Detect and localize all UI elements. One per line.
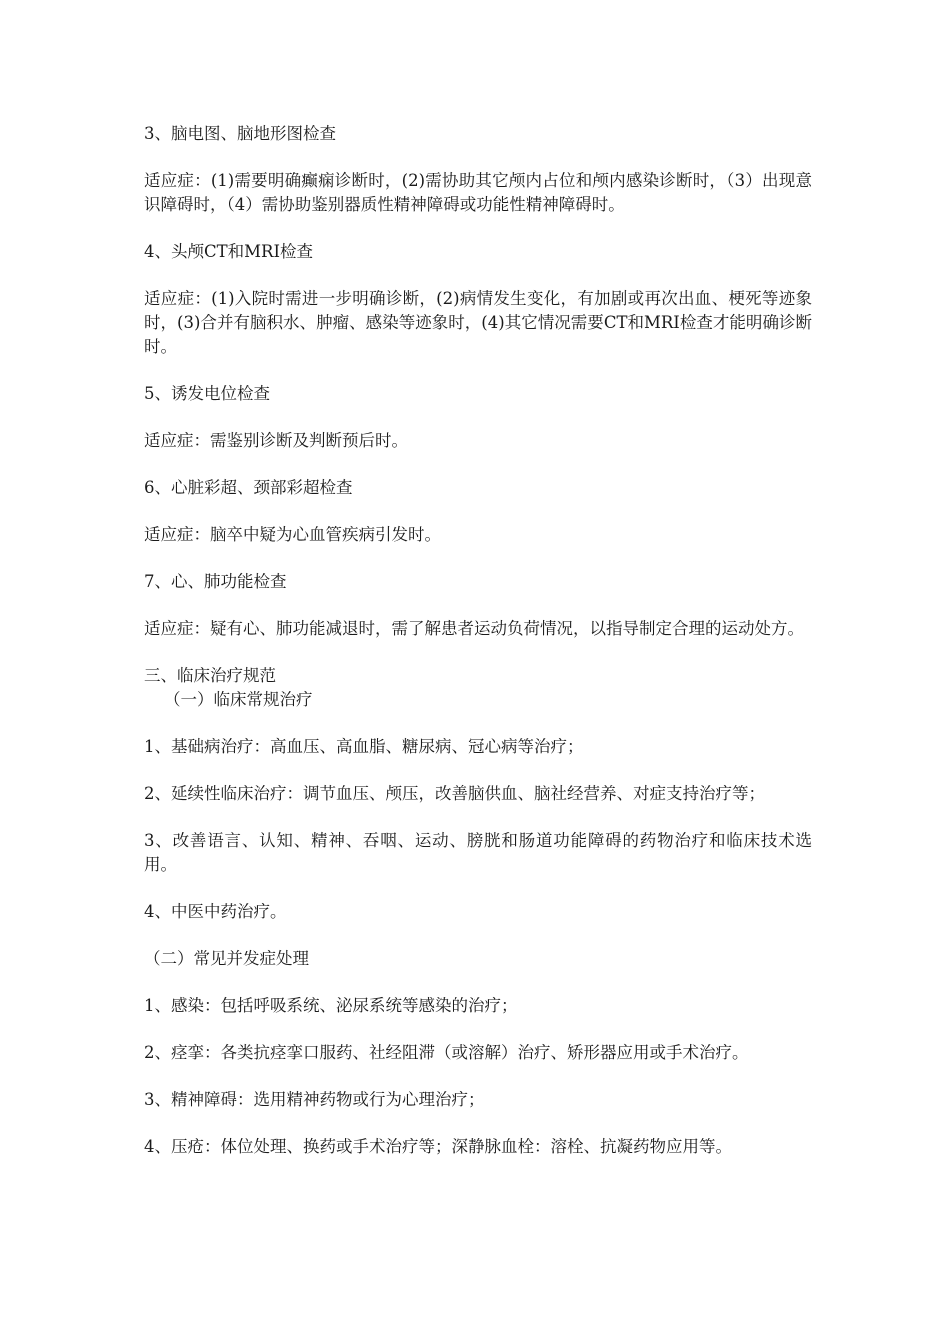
subsection-heading-routine: （一）临床常规治疗 — [164, 690, 313, 709]
section-heading-eeg: 3、脑电图、脑地形图检查 — [144, 124, 336, 143]
section-heading-cardiopulmonary: 7、心、肺功能检查 — [144, 572, 287, 591]
indication-cardiopulmonary: 适应症：疑有心、肺功能减退时，需了解患者运动负荷情况，以指导制定合理的运动处方。 — [144, 619, 804, 638]
treatment-item-4: 4、中医中药治疗。 — [144, 902, 287, 921]
indication-eeg: 适应症：(1)需要明确癫痫诊断时，(2)需协助其它颅内占位和颅内感染诊断时，（3）出现意识障碍时，（4）需协助鉴别器质性精神障碍或功能性精神障碍时。 — [144, 171, 812, 214]
document-body — [144, 122, 812, 1182]
indication-evoked-potential: 适应症：需鉴别诊断及判断预后时。 — [144, 431, 408, 450]
treatment-item-3: 3、改善语言、认知、精神、吞咽、运动、膀胱和肠道功能障碍的药物治疗和临床技术选用。 — [144, 831, 812, 874]
section-heading-ct-mri: 4、头颅CT和MRI检查 — [144, 242, 313, 261]
section-heading-evoked-potential: 5、诱发电位检查 — [144, 384, 270, 403]
complication-item-2: 2、痉挛：各类抗痉挛口服药、社经阻滞（或溶解）治疗、矫形器应用或手术治疗。 — [144, 1043, 749, 1062]
chapter-heading-treatment: 三、临床治疗规范 — [144, 666, 276, 685]
subsection-heading-complications: （二）常见并发症处理 — [144, 949, 309, 968]
indication-ct-mri: 适应症：(1)入院时需进一步明确诊断，(2)病情发生变化，有加剧或再次出血、梗死等迹象时，(3)合并有脑积水、肿瘤、感染等迹象时，(4)其它情况需要CT和MRI检查才能明确诊断时。 — [144, 289, 812, 356]
complication-item-3: 3、精神障碍：选用精神药物或行为心理治疗； — [144, 1090, 485, 1109]
complication-item-1: 1、感染：包括呼吸系统、泌尿系统等感染的治疗； — [144, 996, 518, 1015]
treatment-item-2: 2、延续性临床治疗：调节血压、颅压，改善脑供血、脑社经营养、对症支持治疗等； — [144, 784, 765, 803]
section-heading-ultrasound: 6、心脏彩超、颈部彩超检查 — [144, 478, 353, 497]
indication-ultrasound: 适应症：脑卒中疑为心血管疾病引发时。 — [144, 525, 441, 544]
treatment-item-1: 1、基础病治疗：高血压、高血脂、糖尿病、冠心病等治疗； — [144, 737, 584, 756]
complication-item-4: 4、压疮：体位处理、换药或手术治疗等；深静脉血栓：溶栓、抗凝药物应用等。 — [144, 1137, 732, 1156]
